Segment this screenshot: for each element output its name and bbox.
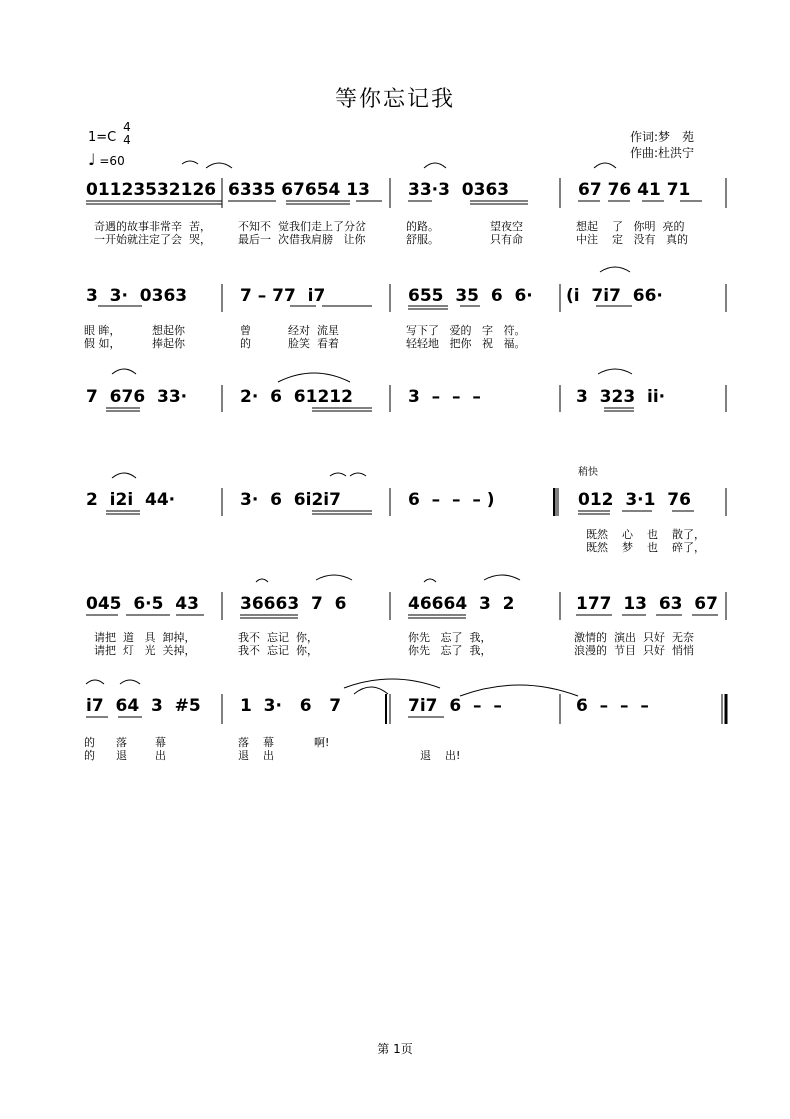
row2-lyric1-c: 曾 (240, 324, 251, 337)
slur (484, 575, 520, 580)
row2-lyric1-a: 眼 眸， (84, 324, 121, 337)
time-signature-top: 4 (123, 120, 131, 134)
row5-lyric2-a: 请把 灯 光 关掉， (94, 644, 196, 657)
row1-m2-notes: 6335 67654 13 (228, 180, 370, 200)
slur (424, 163, 446, 168)
row5-lyric1-a: 请把 道 具 卸掉， (94, 631, 196, 644)
row1-lyric1-d: 望夜空 (490, 220, 523, 233)
row6-m4-notes: 6 – – – (576, 696, 649, 716)
row5-m1-notes: 045 6·5 43 (86, 594, 199, 614)
slur (206, 163, 232, 168)
row4-m1-notes: 2 i2i 44· (86, 490, 176, 510)
row2-lyric2-b: 捧起你 (152, 337, 185, 350)
slur (316, 575, 352, 580)
row6-m1-notes: i7 64 3 #5 (86, 696, 201, 716)
row6-lyric1-c: 啊! (314, 736, 330, 749)
slur (344, 679, 440, 688)
row3-m2-notes: 2· 6 61212 (240, 387, 353, 407)
row6-lyric2-c: 退 出! (420, 749, 461, 762)
row1-lyric2-c: 舒服。 (406, 233, 439, 246)
slur (112, 369, 136, 374)
row5-m4-notes: 177 13 63 67 (576, 594, 718, 614)
row6-lyric2-a: 的 退 出 (84, 749, 166, 762)
row1-lyric1-c: 的路。 (406, 220, 439, 233)
row6-m3-notes: 7i7 6 – – (408, 696, 502, 716)
row5-lyric1-c: 你先 忘了 我， (408, 631, 492, 644)
slur (182, 161, 198, 164)
row2-lyric1-b: 想起你 (152, 324, 185, 337)
composer: 作曲:杜洪宁 (630, 146, 695, 160)
row3-m3-notes: 3 – – – (408, 387, 481, 407)
row6-m2-notes: 1 3· 6 7 (240, 696, 342, 716)
row5-lyric2-c: 你先 忘了 我， (408, 644, 492, 657)
row2-lyric1-d: 经对 流星 (288, 324, 339, 337)
row1-lyric2-d: 只有命 (490, 233, 523, 246)
row5-lyric2-d: 浪漫的 节目 只好 悄悄 (574, 644, 694, 657)
slur (354, 687, 388, 694)
slur (598, 369, 632, 374)
slur (112, 473, 136, 478)
quarter-note-icon: ♩ (88, 150, 96, 169)
page-number: 第 1页 (377, 1042, 413, 1056)
key-signature: 1=C (88, 130, 117, 145)
slur (278, 373, 350, 382)
slur (256, 579, 268, 582)
row1-m3-notes: 33·3 0363 (408, 180, 510, 200)
row1-lyric2-a: 一开始就注定了会 哭， (94, 233, 211, 246)
row6-lyric1-a: 的 落 幕 (84, 736, 166, 749)
row2-lyric2-d: 脸笑 看着 (288, 337, 339, 350)
row2-lyric2-a: 假 如， (84, 337, 121, 350)
row5-m2-notes: 36663 7 6 (240, 594, 347, 614)
slur (330, 473, 346, 476)
row1-m1-notes: 01123532126 (86, 180, 217, 200)
row2-lyric2-c: 的 (240, 337, 251, 350)
song-title: 等你忘记我 (334, 87, 455, 112)
row2-m1-notes: 3 3· 0363 (86, 286, 188, 306)
row3-m4-notes: 3 323 ii· (576, 387, 666, 407)
slur (600, 267, 630, 272)
row4-lyric2: 既然 梦 也 碎了， (586, 541, 705, 554)
slur (86, 680, 104, 684)
tempo-value: =60 (99, 154, 125, 168)
row3-m1-notes: 7 676 33· (86, 387, 188, 407)
row1-lyric2-b: 最后一 次借我肩膀 让你 (238, 233, 366, 246)
slur (424, 579, 436, 582)
row6-lyric1-b: 落 幕 (238, 736, 274, 749)
row2-lyric2-e: 轻轻地 把你 祝 福。 (406, 337, 526, 350)
tempo-annotation: 稍快 (578, 467, 598, 478)
time-signature-bottom: 4 (123, 133, 131, 147)
row1-m4-notes: 67 76 41 71 (578, 180, 691, 200)
tempo-marking (88, 150, 125, 169)
row1-lyric1-b: 不知不 觉我们走上了分岔 (238, 220, 366, 233)
row2-lyric1-e: 写下了 爱的 字 符。 (406, 324, 526, 337)
slur (594, 163, 616, 168)
row5-lyric1-d: 激情的 演出 只好 无奈 (574, 631, 694, 644)
row2-m2-notes: 7 – 77 i7 (240, 286, 326, 306)
row2-m4-notes: (i 7i7 66· (566, 286, 663, 306)
row1-lyric2-e: 中注 定 没有 真的 (576, 233, 688, 246)
row4-m3-notes: 6 – – – ) (408, 490, 495, 510)
row5-lyric1-b: 我不 忘记 你， (238, 631, 318, 644)
row1-lyric1-a: 奇遇的故事非常辛 苦， (94, 220, 211, 233)
row2-m3-notes: 655 35 6 6· (408, 286, 533, 306)
row4-m2-notes: 3· 6 6i2i7 (240, 490, 341, 510)
time-signature (120, 121, 134, 147)
lyricist: 作词:梦 苑 (630, 130, 695, 144)
row1-lyric1-e: 想起 了 你明 亮的 (576, 220, 685, 233)
slur (120, 680, 140, 684)
row4-lyric1: 既然 心 也 散了， (586, 528, 705, 541)
row5-lyric2-b: 我不 忘记 你， (238, 644, 318, 657)
row5-m3-notes: 46664 3 2 (408, 594, 515, 614)
slur (350, 473, 366, 476)
row4-m4-notes: 012 3·1 76 (578, 490, 691, 510)
row6-lyric2-b: 退 出 (238, 749, 274, 762)
